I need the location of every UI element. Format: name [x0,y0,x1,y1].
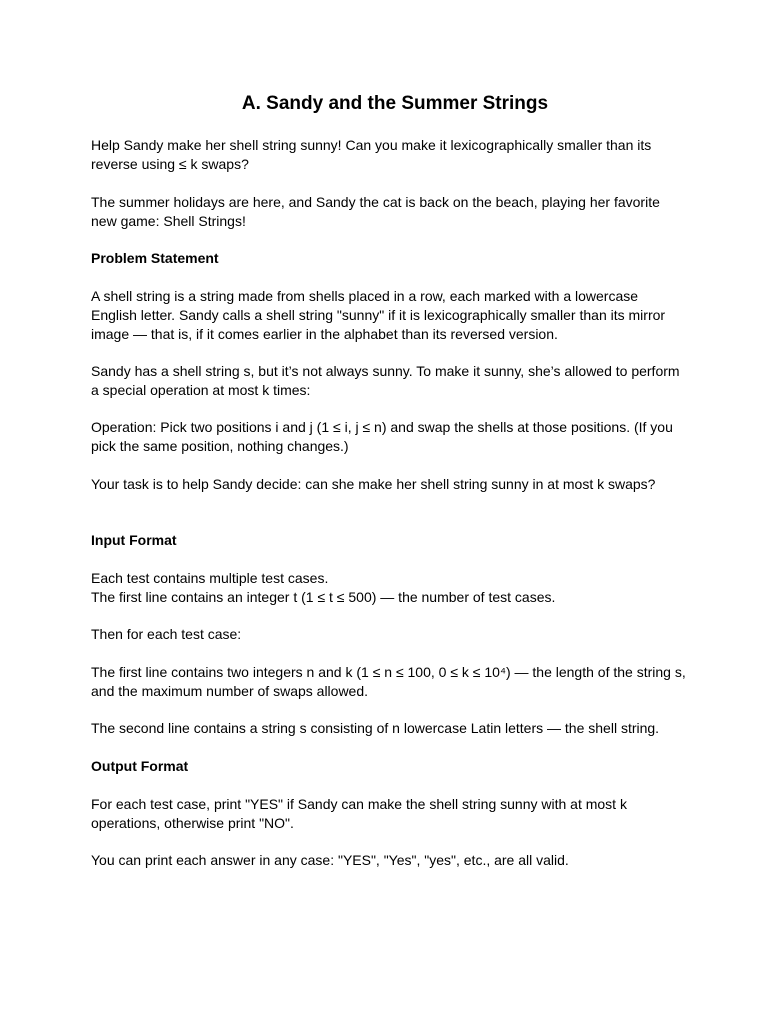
text-line: Operation: Pick two positions i and j (1 ≤ i, j ≤ n) and swap the shells at those positions. (If you [91,419,673,435]
text-line: Help Sandy make her shell string sunny! Can you make it lexicographically smaller than its [91,137,652,153]
input-format-paragraph [91,719,691,738]
text-line: The first line contains an integer t (1 ≤ t ≤ 500) — the number of test cases. [91,589,556,605]
text-line: Then for each test case: [91,626,242,642]
text-line: Your task is to help Sandy decide: can she make her shell string sunny in at most k swaps? [91,476,656,492]
output-format-paragraph [91,795,691,833]
text-line: English letter. Sandy calls a shell string "sunny" if it is lexicographically smaller than its mirror [91,307,666,323]
text-line: The second line contains a string s consisting of n lowercase Latin letters — the shell string. [91,720,660,736]
input-format-paragraph [91,625,691,644]
input-format-heading: Input Format [91,532,177,548]
text-line: A shell string is a string made from shells placed in a row, each marked with a lowercase [91,288,639,304]
task-paragraph [91,475,691,494]
output-format-heading: Output Format [91,758,189,774]
text-line: The first line contains two integers n and k (1 ≤ n ≤ 100, 0 ≤ k ≤ 10⁴) — the length of the string s, [91,664,686,680]
output-format-paragraph [91,851,691,870]
problem-title: A. Sandy and the Summer Strings [241,93,549,114]
text-line: The summer holidays are here, and Sandy the cat is back on the beach, playing her favorite [91,194,660,210]
problem-statement-paragraph [91,287,691,344]
text-line: Each test contains multiple test cases. [91,570,329,586]
story-paragraph [91,193,691,231]
input-format-paragraph [91,569,691,607]
tagline-paragraph [91,136,691,174]
text-line: new game: Shell Strings! [91,213,246,229]
operation-paragraph [91,418,691,456]
text-line: operations, otherwise print "NO". [91,815,294,831]
text-line: image — that is, if it comes earlier in the alphabet than its reversed version. [91,326,558,342]
input-format-paragraph [91,663,691,701]
problem-statement-heading: Problem Statement [91,250,219,266]
text-line: pick the same position, nothing changes.) [91,438,349,454]
text-line: You can print each answer in any case: "YES", "Yes", "yes", etc., are all valid. [91,852,569,868]
text-line: reverse using ≤ k swaps? [91,156,249,172]
problem-statement-paragraph [91,362,691,400]
text-line: Sandy has a shell string s, but it’s not always sunny. To make it sunny, she’s allowed to perform [91,363,680,379]
text-line: and the maximum number of swaps allowed. [91,683,369,699]
text-line: a special operation at most k times: [91,382,311,398]
text-line: For each test case, print "YES" if Sandy can make the shell string sunny with at most k [91,796,627,812]
